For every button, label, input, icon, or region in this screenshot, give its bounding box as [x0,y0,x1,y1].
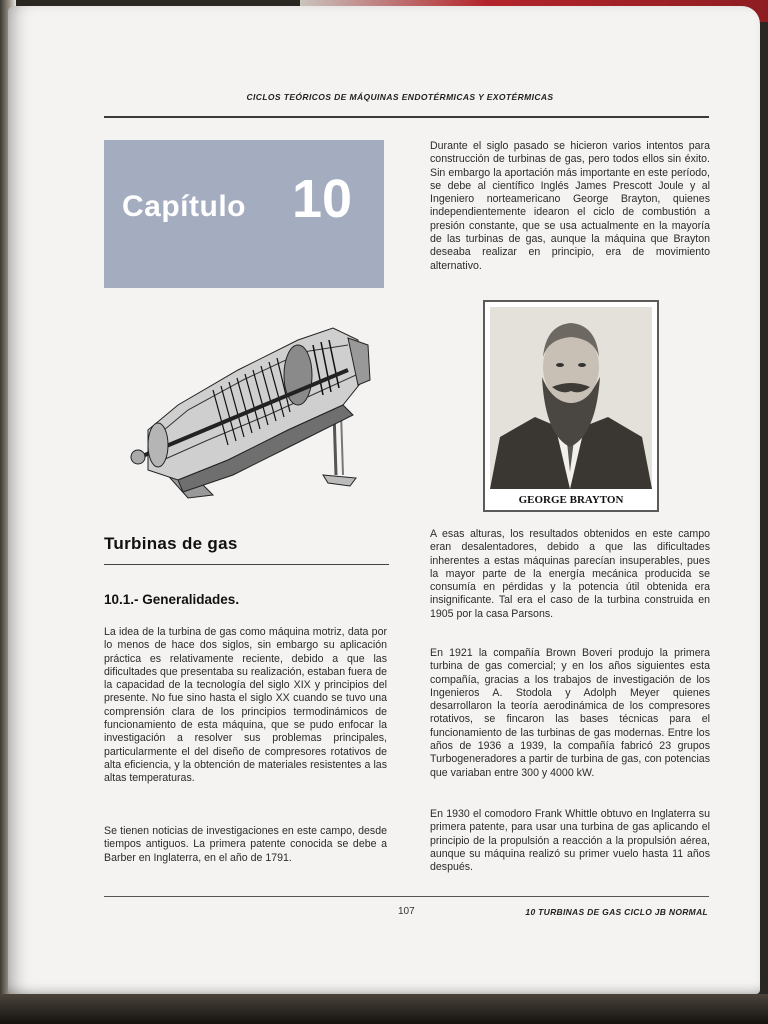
chapter-number: 10 [292,169,353,229]
gas-turbine-illustration [118,310,378,505]
right-paragraph-2: A esas alturas, los resultados obtenidos en este campo eran desalentadores, debido a que las dificultades inherentes a estas máquinas parecían insuperables, pues la mayor parte de la energía mecánica producida se consumía en pérdidas y la potencia útil obtenida era insignificante. Tal era el caso de la turbina construida en 1905 por la casa Parsons. [430,528,710,620]
chapter-word: Capítulo [122,190,246,223]
subsection-title: 10.1.- Generalidades. [104,592,240,607]
right-paragraph-4: En 1930 el comodoro Frank Whittle obtuvo en Inglaterra su primera patente, para usar una turbina de gas aplicando el principio de la propulsión a reacción a la propulsión aérea, aunque su máquina realizó su primer vuelo hasta 11 años después. [430,808,710,874]
page-number: 107 [398,906,415,917]
header-rule [104,116,709,118]
left-paragraph-2: Se tienen noticias de investigaciones en este campo, desde tiempos antiguos. La primera patente conocida se debe a Barber en Inglaterra, en el año de 1791. [104,825,387,864]
left-paragraph-1: La idea de la turbina de gas como máquina motriz, data por lo menos de hace dos siglos, sin embargo su aplicación práctica es relativamente reciente, debido a que las dificultades que presentaba su realización, estaban fuera de la capacidad de la tecnología del siglo XIX y principios del presente. No fue sino hasta el siglo XX cuando se tuvo una comprensión clara de los principios termodinámicos de funcionamiento de esta máquina, que se pudo enfocar la investigación a resolver sus problemas principales, particularmente el del diseño de compresores rotativos de alta eficiencia, y la obtención de materiales resistentes a las altas temperaturas. [104,626,387,785]
portrait-frame [483,300,659,512]
running-footer: 10 TURBINAS DE GAS CICLO JB NORMAL [525,907,708,917]
portrait-icon [490,307,652,489]
portrait-caption: GEORGE BRAYTON [518,494,624,506]
footer-rule [104,896,709,897]
section-title: Turbinas de gas [104,534,238,553]
portrait-photo [490,307,652,489]
chapter-banner [104,140,384,288]
running-header: CICLOS TEÓRICOS DE MÁQUINAS ENDOTÉRMICAS Y EXOTÉRMICAS [246,92,554,102]
scan-background-bottom [0,994,768,1024]
right-paragraph-1: Durante el siglo pasado se hicieron varios intentos para construcción de turbinas de gas, pero todos ellos sin éxito. Sin embargo la aportación más importante en este período, se debe al científico Inglés James Prescott Joule y al Ingeniero norteamericano George Brayton, quienes independientemente idearon el ciclo de combustión a presión constante, que se usa actualmente en la mayoría de las turbinas de gas, aunque la máquina que Brayton deseaba realizar en principio, era de movimiento alternativo. [430,140,710,272]
right-paragraph-3: En 1921 la compañía Brown Boveri produjo la primera turbina de gas comercial; y en los años siguientes esta compañía, gracias a los trabajos de investigación de los Ingenieros A. Stodola y Adolph Meyer quienes desarrollaron la teoría aerodinámica de los compresores rotativos, se fincaron las bases técnicas para el funcionamiento de las turbinas de gas modernas. Entre los años de 1936 a 1939, la compañía fabricó 23 grupos Turbogeneradores a partir de turbina de gas, con potencias que variaban entre 300 y 4000 kW. [430,647,710,779]
section-title-rule [104,564,389,565]
